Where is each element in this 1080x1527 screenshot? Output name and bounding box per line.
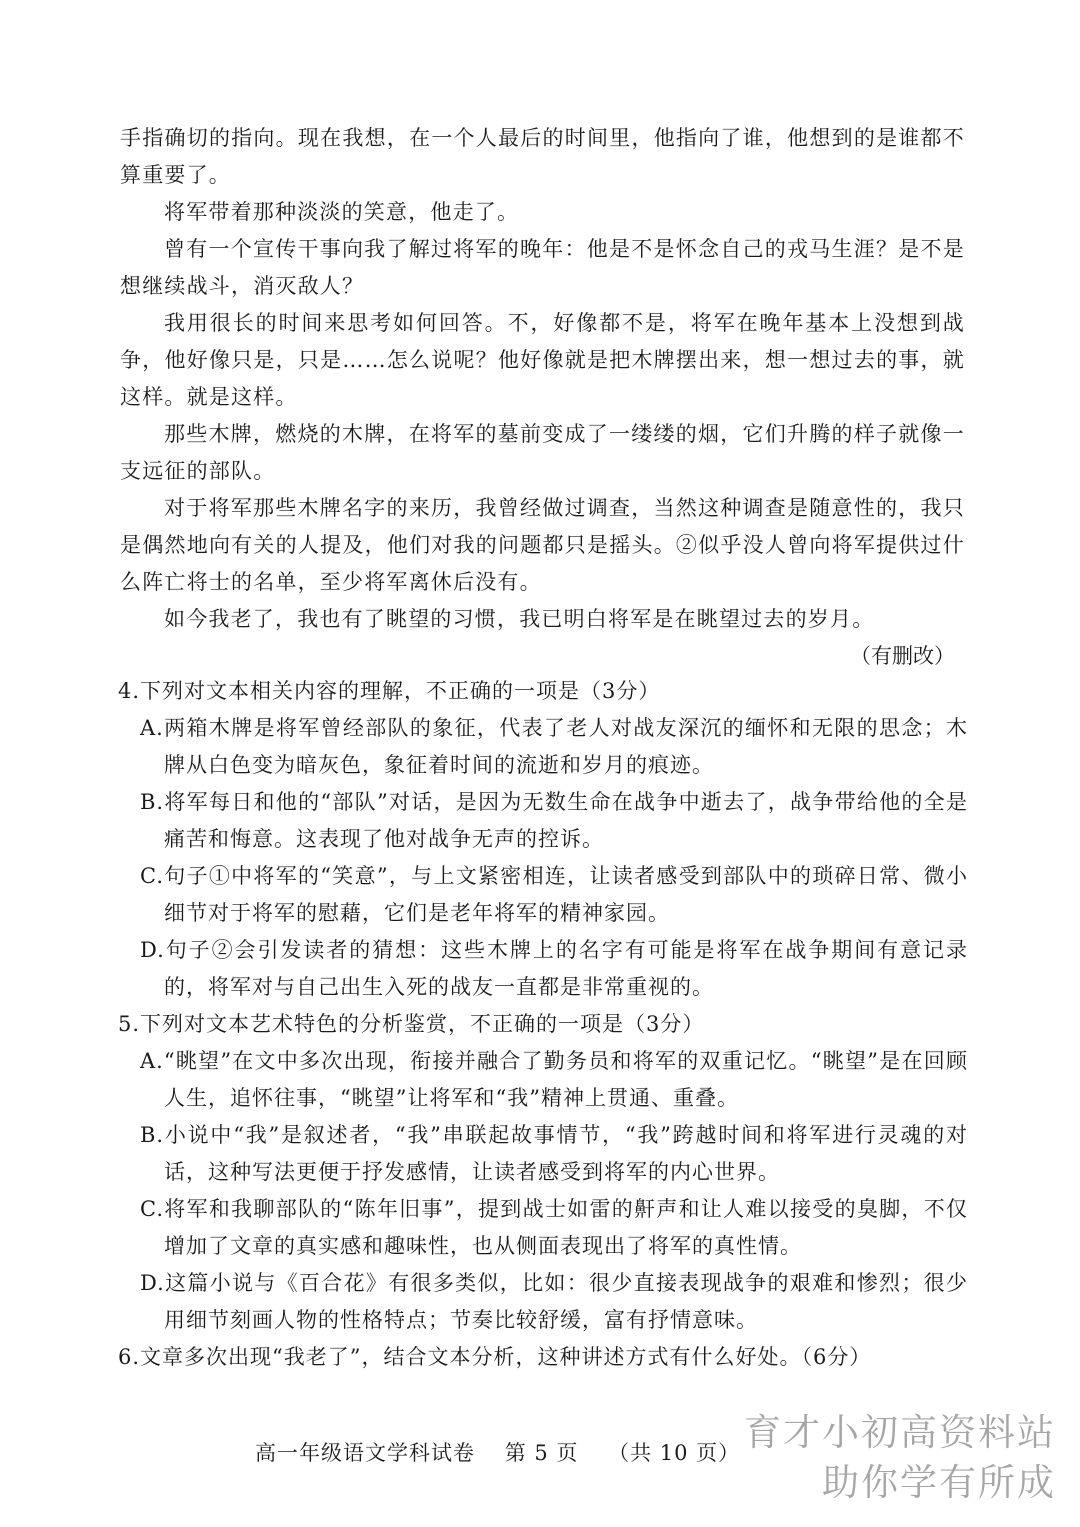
page-number: 第 5 页 (504, 1441, 579, 1465)
page-footer (255, 1437, 762, 1467)
option-a: A.两箱木牌是将军曾经部队的象征，代表了老人对战友深沉的缅怀和无限的思念；木牌从白色变为暗灰色，象征着时间的流逝和岁月的痕迹。 (140, 716, 968, 777)
option-b: B.小说中“我”是叙述者，“我”串联起故事情节，“我”跨越时间和将军进行灵魂的对话，这种写法更便于抒发感情，让读者感受到将军的内心世界。 (140, 1123, 968, 1184)
question-stem: 5.下列对文本艺术特色的分析鉴赏，不正确的一项是（3分） (118, 1012, 705, 1036)
watermark-line-1: 育才小初高资料站 (744, 1411, 1056, 1454)
passage-paragraph: 曾有一个宣传干事向我了解过将军的晚年：他是不是怀念自己的戎马生涯？是不是想继续战斗，消灭敌人？ (120, 237, 965, 298)
reading-passage (120, 120, 965, 675)
option-d: D.这篇小说与《百合花》有很多类似，比如：很少直接表现战争的艰难和惨烈；很少用细节刻画人物的性格特点；节奏比较舒缓，富有抒情意味。 (140, 1271, 968, 1332)
passage-paragraph: 那些木牌，燃烧的木牌，在将军的墓前变成了一缕缕的烟，它们升腾的样子就像一支远征的部队。 (120, 422, 965, 483)
source-note: （有删改） (850, 644, 955, 668)
option-b: B.将军每日和他的“部队”对话，是因为无数生命在战争中逝去了，战争带给他的全是痛苦和悔意。这表现了他对战争无声的控诉。 (140, 790, 968, 851)
passage-paragraph: 我用很长的时间来思考如何回答。不，好像都不是，将军在晚年基本上没想到战争，他好像只是，只是……怎么说呢？他好像就是把木牌摆出来，想一想过去的事，就这样。就是这样。 (120, 311, 965, 409)
question-stem: 6.文章多次出现“我老了”，结合文本分析，这种讲述方式有什么好处。（6分） (118, 1345, 872, 1369)
question-6 (118, 1339, 968, 1376)
option-c: C.句子①中将军的“笑意”，与上文紧密相连，让读者感受到部队中的琐碎日常、微小细节对于将军的慰藉，它们是老年将军的精神家园。 (140, 864, 968, 925)
watermark-line-2: 助你学有所成 (822, 1461, 1056, 1504)
watermark (744, 1408, 1056, 1508)
questions-section (118, 673, 968, 1376)
question-4 (118, 673, 968, 1006)
option-d: D.句子②会引发读者的猜想：这些木牌上的名字有可能是将军在战争期间有意记录的，将军对与自己出生入死的战友一直都是非常重视的。 (140, 938, 968, 999)
passage-paragraph: 如今我老了，我也有了眺望的习惯，我已明白将军是在眺望过去的岁月。 (164, 607, 875, 631)
passage-paragraph: 将军带着那种淡淡的笑意，他走了。 (164, 200, 520, 224)
question-5 (118, 1006, 968, 1339)
question-stem: 4.下列对文本相关内容的理解，不正确的一项是（3分） (118, 679, 661, 703)
option-a: A.“眺望”在文中多次出现，衔接并融合了勤务员和将军的双重记忆。“眺望”是在回顾人生，追怀往事，“眺望”让将军和“我”精神上贯通、重叠。 (140, 1049, 968, 1110)
exam-title: 高一年级语文学科试卷 (255, 1441, 475, 1465)
page-total: （共 10 页） (608, 1441, 741, 1465)
passage-paragraph: 对于将军那些木牌名字的来历，我曾经做过调查，当然这种调查是随意性的，我只是偶然地向有关的人提及，他们对我的问题都只是摇头。②似乎没人曾向将军提供过什么阵亡将士的名单，至少将军离休后没有。 (120, 496, 965, 594)
option-c: C.将军和我聊部队的“陈年旧事”，提到战士如雷的鼾声和让人难以接受的臭脚，不仅增加了文章的真实感和趣味性，也从侧面表现出了将军的真性情。 (140, 1197, 968, 1258)
passage-paragraph: 手指确切的指向。现在我想，在一个人最后的时间里，他指向了谁，他想到的是谁都不算重要了。 (120, 126, 965, 187)
